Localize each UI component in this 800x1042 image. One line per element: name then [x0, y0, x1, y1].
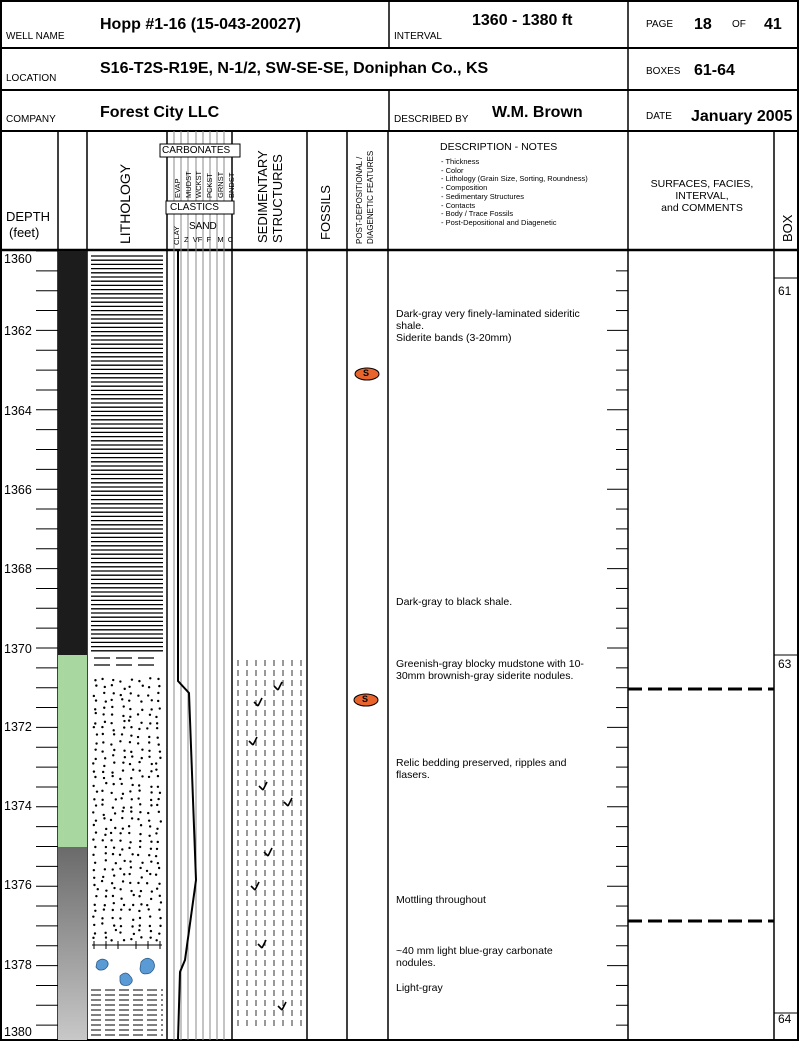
described-by-label: DESCRIBED BY — [394, 114, 469, 125]
carb-type-mudst: MUDST — [184, 171, 193, 198]
lithology-header: LITHOLOGY — [117, 163, 133, 244]
description-ticks — [607, 271, 628, 1025]
description-note: Dark-gray to black shale. — [396, 596, 513, 608]
black-shale-depth-bar — [58, 251, 87, 655]
interval-value: 1360 - 1380 ft — [472, 12, 573, 29]
depth-ticks — [36, 251, 58, 1025]
carb-type-grnst: GRNST — [216, 171, 225, 198]
depth-unit: (feet) — [9, 225, 40, 240]
date-label: DATE — [646, 111, 672, 122]
depth-label: 1370 — [4, 642, 32, 656]
location-value: S16-T2S-R19E, N-1/2, SW-SE-SE, Doniphan Co., KS — [100, 60, 489, 77]
carbonates-header: CARBONATES — [162, 145, 231, 156]
post-dep-header-2: DIAGENETIC FEATURES — [366, 150, 375, 244]
page-total: 41 — [764, 16, 782, 33]
depth-label: 1362 — [4, 324, 32, 338]
description-note: Relic bedding preserved, ripples and flasers. — [396, 757, 567, 781]
clastics-header: CLASTICS — [170, 202, 219, 213]
depth-label: 1366 — [4, 483, 32, 497]
date-value: January 2005 — [691, 108, 793, 125]
description-note: Greenish-gray blocky mudstone with 10-30mm brownish-gray siderite nodules. — [396, 658, 584, 682]
depth-label: 1364 — [4, 404, 32, 418]
carb-type-pckst: PCKST — [205, 172, 214, 198]
clay-header: CLAY — [172, 225, 181, 245]
well-name: Hopp #1-16 (15-043-20027) — [100, 16, 301, 33]
described-by-value: W.M. Brown — [492, 104, 583, 121]
depth-label: 1374 — [4, 799, 32, 813]
description-note: Dark-gray very finely-laminated sideritic shale. — [396, 308, 580, 332]
description-note: Mottling throughout — [396, 894, 486, 906]
fossils-header: FOSSILS — [318, 185, 333, 240]
green-mudstone-depth-bar — [58, 655, 87, 847]
box-header: BOX — [780, 214, 795, 242]
depth-label: 1378 — [4, 958, 32, 972]
boxes-value: 61-64 — [694, 62, 735, 79]
box-number: 61 — [778, 284, 792, 298]
surfaces-header: SURFACES, FACIES, INTERVAL, and COMMENTS — [650, 178, 754, 214]
description-title: DESCRIPTION - NOTES — [440, 141, 558, 153]
siderite-label: S — [363, 368, 370, 378]
description-note: ~40 mm light blue-gray carbonate nodules. — [396, 945, 553, 969]
laminated-shale-pattern — [91, 256, 163, 665]
description-checklist: - Thickness - Color - Lithology (Grain Size, Sorting, Roundness) - Composition - Sedimentary Structures - Contacts - Body / Trace Fossils - Post-Depositional and Diagenetic — [441, 157, 588, 227]
description-note: Siderite bands (3-20mm) — [396, 332, 512, 344]
gray-gradient-depth-bar — [58, 847, 87, 1040]
depth-label: 1372 — [4, 720, 32, 734]
carb-type-wckst: WCKST — [194, 170, 203, 198]
post-dep-header-1: POST-DEPOSITIONAL / — [355, 156, 364, 244]
interval-label: INTERVAL — [394, 31, 442, 42]
depth-label: 1368 — [4, 562, 32, 576]
sand-header: SAND — [189, 221, 217, 232]
of-label: OF — [732, 19, 746, 30]
location-label: LOCATION — [6, 73, 57, 84]
boxes-label: BOXES — [646, 66, 681, 77]
description-note: Light-gray — [396, 982, 443, 994]
depth-header: DEPTH — [6, 209, 51, 224]
company-label: COMPANY — [6, 114, 56, 125]
carbonate-cross-pattern — [92, 941, 162, 950]
sedimentary-structures-pattern — [238, 660, 301, 1030]
box-number: 63 — [778, 657, 792, 671]
dotted-mudstone-pattern — [92, 677, 162, 941]
siderite-label: S — [362, 694, 369, 704]
depth-label: 1376 — [4, 878, 32, 892]
sand-sizes: Z VF F M C — [184, 235, 234, 244]
page-label: PAGE — [646, 19, 674, 30]
box-number: 64 — [778, 1012, 792, 1026]
carb-type-bndst: BNDST — [227, 172, 236, 198]
light-gray-shale-pattern — [91, 990, 163, 1035]
company-value: Forest City LLC — [100, 104, 220, 121]
sedimentary-structures-header: SEDIMENTARY STRUCTURES — [255, 150, 285, 243]
carbonate-nodules — [96, 958, 154, 985]
carb-type-evap: EVAP — [173, 178, 182, 198]
well-name-label: WELL NAME — [6, 31, 65, 42]
page-number: 18 — [694, 16, 712, 33]
depth-label: 1360 — [4, 252, 32, 266]
depth-label: 1380 — [4, 1025, 32, 1039]
